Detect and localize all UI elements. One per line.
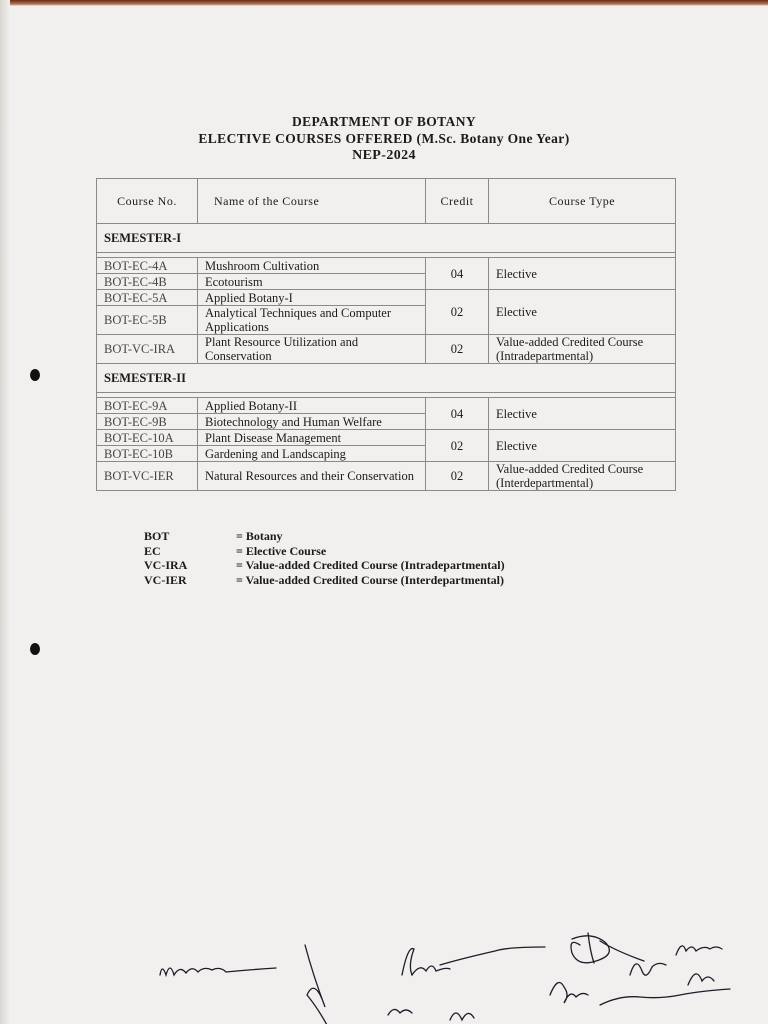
course-code: BOT-EC-4A (97, 258, 198, 274)
course-name: Mushroom Cultivation (198, 258, 426, 274)
signature-stroke (388, 1009, 474, 1020)
legend-abbreviation: BOT (144, 529, 170, 543)
legend-abbreviation: EC (144, 543, 161, 558)
signature-stroke (402, 947, 545, 975)
column-header-course-name: Name of the Course (198, 179, 426, 224)
course-type: Elective (489, 290, 676, 335)
policy-year: NEP-2024 (352, 148, 416, 163)
course-type: Elective (489, 430, 676, 462)
legend-row (144, 558, 505, 573)
legend-meaning: = Value-added Credited Course (Intradepartmental) (236, 558, 505, 572)
course-name: Natural Resources and their Conservation (198, 462, 426, 491)
course-credit: 04 (426, 258, 489, 290)
legend-abbreviation: VC-IER (144, 572, 187, 587)
course-type: Elective (489, 398, 676, 430)
page-top-edge (0, 0, 768, 6)
course-name: Applied Botany-I (198, 290, 426, 306)
department-title: DEPARTMENT OF BOTANY (291, 114, 477, 129)
signature-stroke (600, 989, 730, 1005)
signature-stroke (160, 968, 276, 975)
semester-label: SEMESTER-II (97, 364, 676, 393)
table-row (97, 258, 676, 274)
course-code: BOT-EC-10B (97, 446, 198, 462)
column-header-course-no: Course No. (97, 179, 198, 224)
table-row (97, 430, 676, 446)
legend-row (144, 529, 505, 544)
course-type: Elective (489, 258, 676, 290)
course-name: Plant Disease Management (198, 430, 426, 446)
course-type: Value-added Credited Course (Intradepartmental) (489, 335, 676, 364)
course-name: Plant Resource Utilization and Conservation (198, 335, 426, 364)
legend-row (144, 573, 505, 588)
course-credit: 04 (426, 398, 489, 430)
punch-hole-mark (30, 643, 40, 655)
table-header-row (97, 179, 676, 224)
column-header-course-type: Course Type (489, 179, 676, 224)
course-code: BOT-EC-5A (97, 290, 198, 306)
abbreviation-legend (144, 529, 505, 587)
table-row (97, 462, 676, 491)
course-name: Biotechnology and Human Welfare (198, 414, 426, 430)
course-code: BOT-EC-5B (97, 306, 198, 335)
legend-abbreviation: VC-IRA (144, 558, 188, 572)
course-name: Gardening and Landscaping (198, 446, 426, 462)
legend-meaning: = Botany (236, 529, 283, 543)
semester-label: SEMESTER-I (97, 224, 676, 253)
semester-row (97, 224, 676, 253)
course-name: Applied Botany-II (198, 398, 426, 414)
table-row (97, 290, 676, 306)
course-code: BOT-EC-4B (97, 274, 198, 290)
semester-row (97, 364, 676, 393)
signature-stroke (571, 933, 644, 963)
course-code: BOT-EC-9B (97, 414, 198, 430)
legend-row (144, 544, 505, 559)
course-credit: 02 (426, 290, 489, 335)
course-type: Value-added Credited Course (Interdepartmental) (489, 462, 676, 491)
column-header-credit: Credit (426, 179, 489, 224)
table-row (97, 398, 676, 414)
signature-stroke (305, 945, 327, 1024)
legend-meaning: = Value-added Credited Course (Interdepartmental) (236, 572, 504, 587)
document-header (0, 113, 768, 164)
course-credit: 02 (426, 335, 489, 364)
course-credit: 02 (426, 430, 489, 462)
handwritten-signatures (140, 915, 740, 1024)
course-code: BOT-EC-9A (97, 398, 198, 414)
course-code: BOT-VC-IER (97, 462, 198, 491)
punch-hole-mark (30, 369, 40, 381)
course-name: Ecotourism (198, 274, 426, 290)
legend-meaning: = Elective Course (236, 543, 327, 558)
elective-courses-table (96, 178, 676, 491)
course-name: Analytical Techniques and Computer Applications (198, 306, 426, 335)
document-subtitle: ELECTIVE COURSES OFFERED (M.Sc. Botany One Year) (198, 131, 570, 146)
course-code: BOT-EC-10A (97, 430, 198, 446)
table-row (97, 335, 676, 364)
course-credit: 02 (426, 462, 489, 491)
course-code: BOT-VC-IRA (97, 335, 198, 364)
signature-stroke (676, 946, 722, 985)
